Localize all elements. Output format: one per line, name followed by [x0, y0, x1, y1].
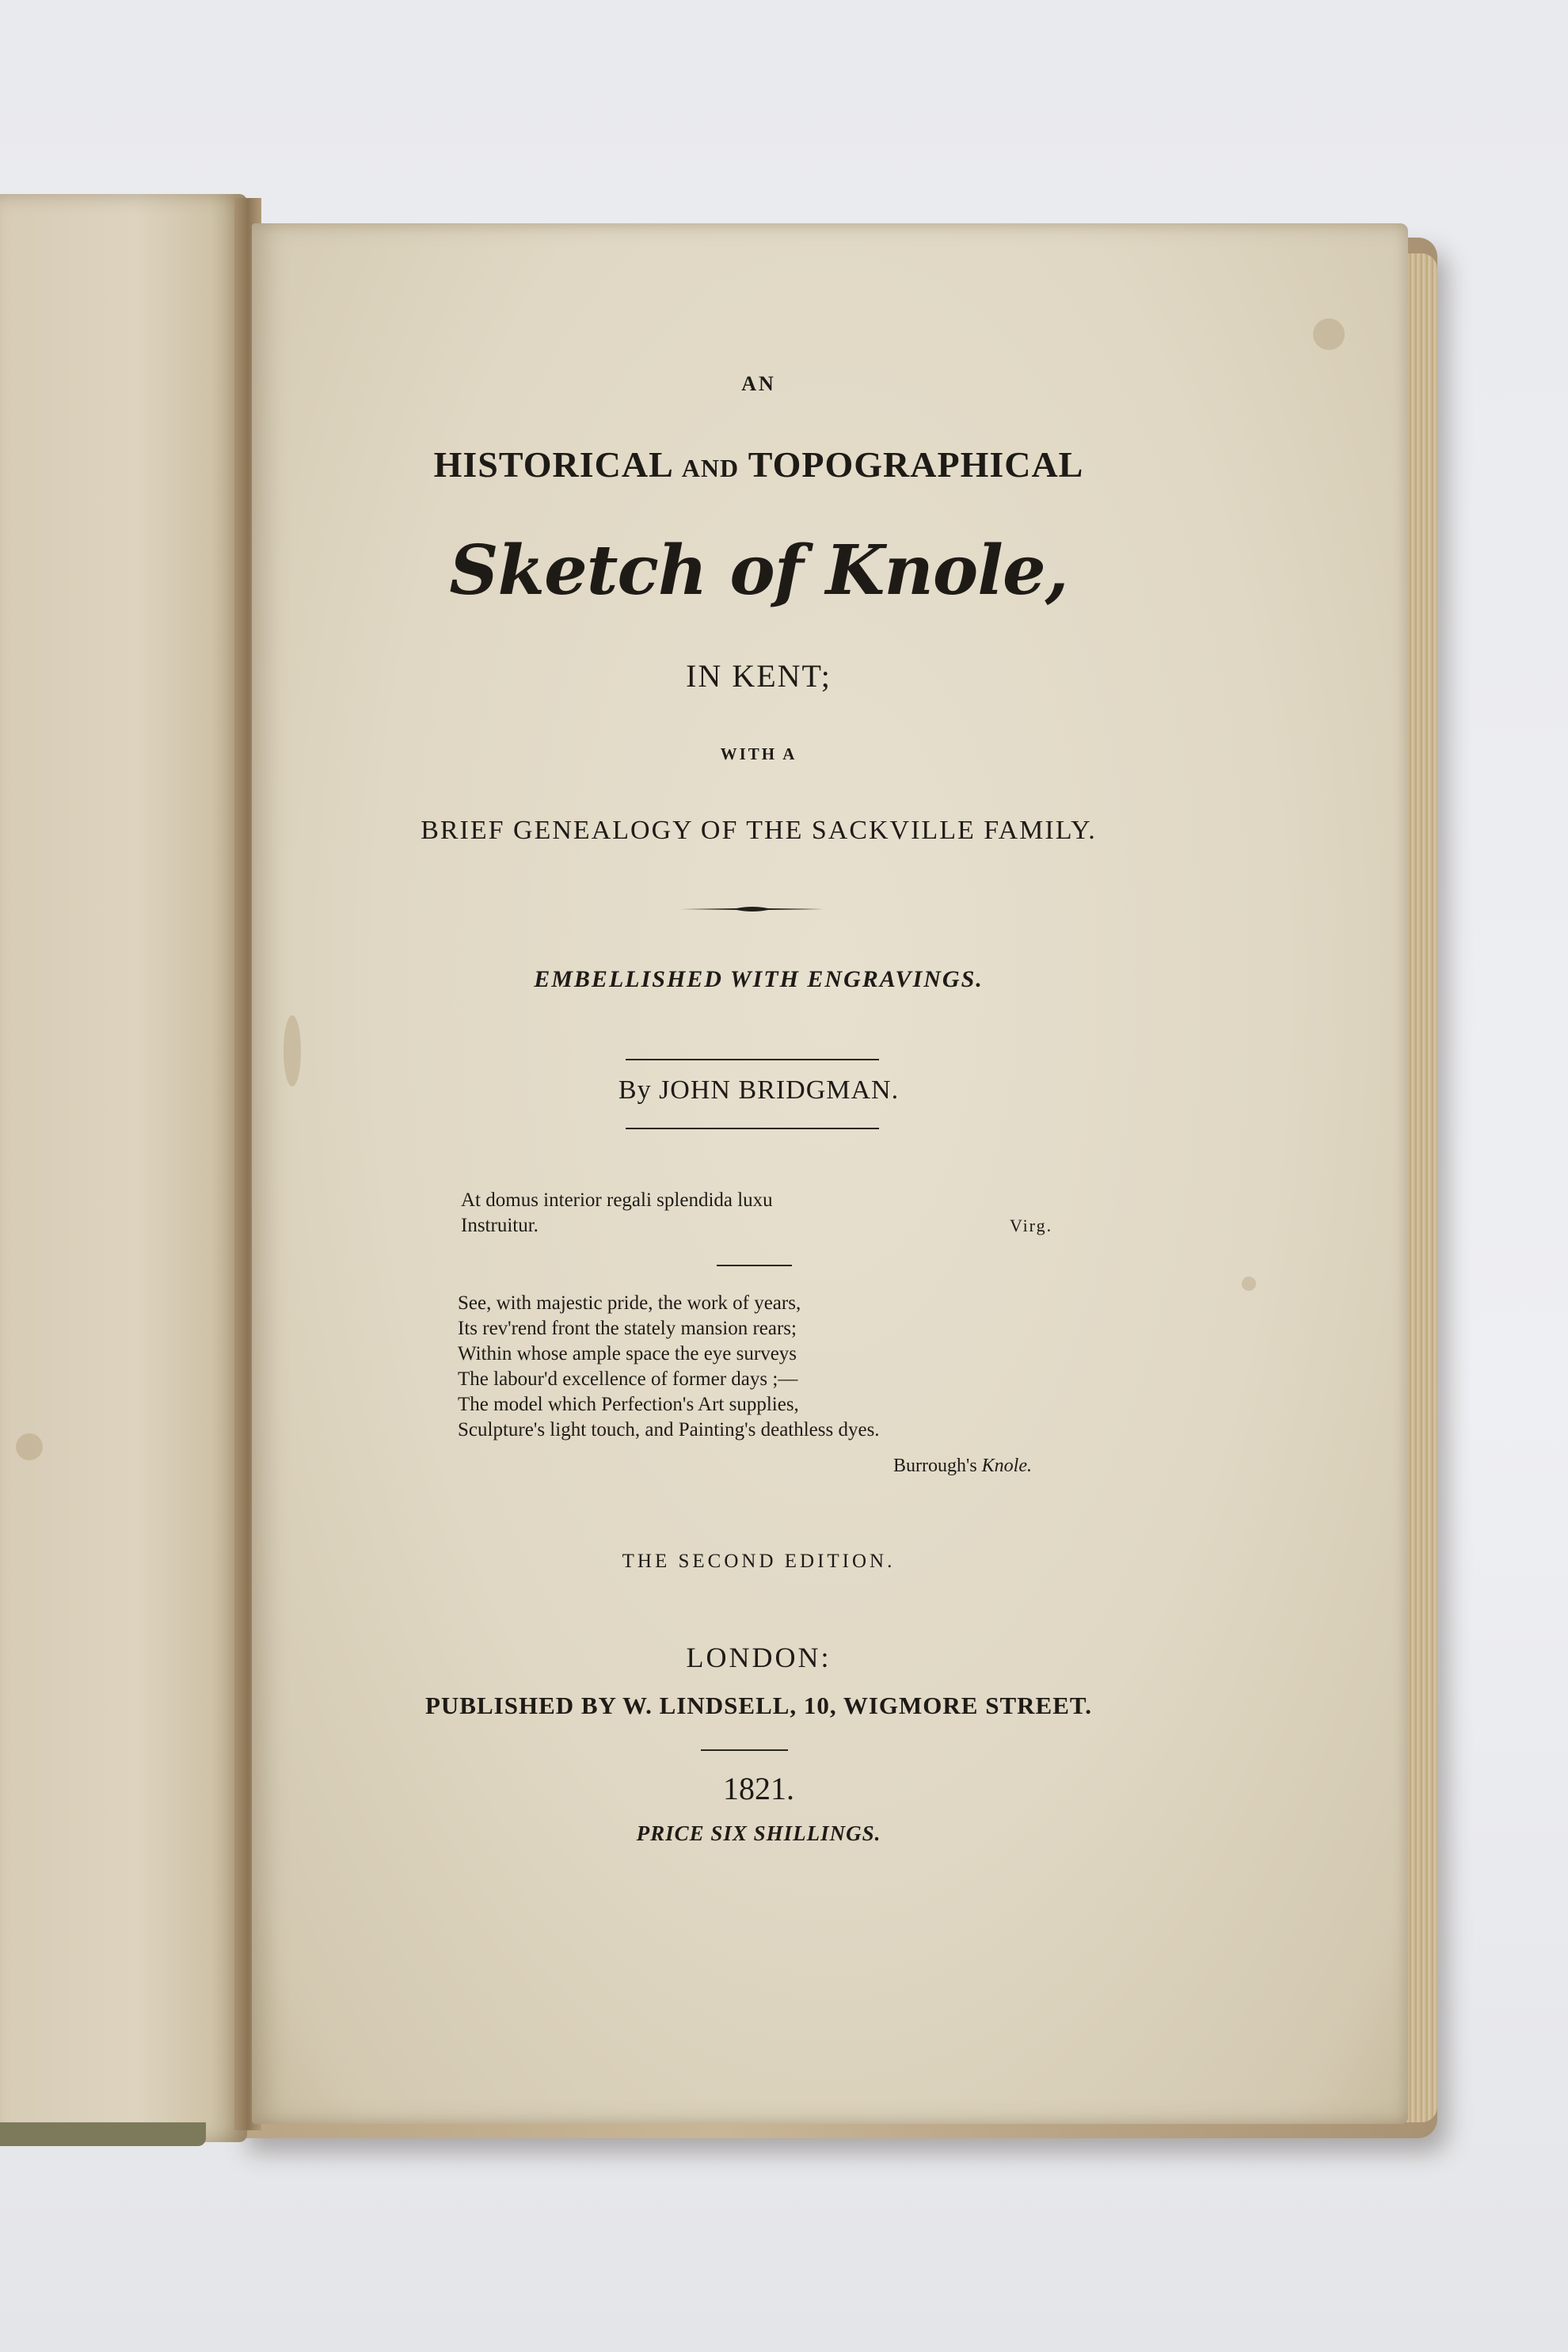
ornamental-rule — [681, 905, 824, 913]
latin-epigraph-line-1: At domus interior regali splendida luxu — [461, 1189, 773, 1211]
poem-line: Its rev'rend front the stately mansion rears; — [458, 1318, 797, 1339]
poem-line: The model which Perfection's Art supplies, — [458, 1394, 799, 1415]
foxing-spot — [1242, 1277, 1256, 1291]
rule-above-year — [701, 1749, 788, 1751]
title-line-historical — [252, 443, 1265, 485]
price-line: PRICE SIX SHILLINGS. — [636, 1821, 881, 1845]
poem-line: See, with majestic pride, the work of years, — [458, 1292, 801, 1314]
by-prefix: By — [618, 1075, 652, 1105]
edition-line: THE SECOND EDITION. — [622, 1551, 896, 1572]
author-line — [252, 1075, 1265, 1106]
title-line-embellished: EMBELLISHED WITH ENGRAVINGS. — [534, 966, 984, 992]
title-main: Sketch of Knole, — [449, 531, 1068, 611]
author-name: JOHN BRIDGMAN. — [659, 1075, 900, 1105]
short-rule — [717, 1265, 792, 1266]
rule-above-author — [626, 1059, 879, 1060]
left-page — [0, 194, 247, 2142]
rule-below-author — [626, 1128, 879, 1129]
title-line-an: AN — [741, 372, 776, 395]
poem-line: Sculpture's light touch, and Painting's deathless dyes. — [458, 1419, 880, 1441]
word-topographical: TOPOGRAPHICAL — [748, 444, 1084, 485]
title-line-kent: IN KENT; — [686, 658, 832, 694]
poem-attribution — [893, 1456, 1032, 1477]
cover-edge — [0, 2122, 206, 2146]
poem-line: The labour'd excellence of former days ;— — [458, 1368, 798, 1390]
poem — [458, 1291, 880, 1443]
title-line-genealogy: BRIEF GENEALOGY OF THE SACKVILLE FAMILY. — [421, 816, 1097, 845]
foxing-spot — [1313, 318, 1345, 350]
imprint-publisher: PUBLISHED BY W. LINDSELL, 10, WIGMORE STREET. — [424, 1692, 1093, 1719]
poem-attribution-work: Knole. — [981, 1456, 1032, 1476]
title-line-with: WITH A — [720, 744, 797, 763]
latin-epigraph-line-2: Instruitur. — [461, 1215, 539, 1236]
foxing-spot — [16, 1433, 43, 1460]
word-historical: HISTORICAL — [433, 444, 672, 485]
imprint-city: LONDON: — [686, 1642, 832, 1673]
latin-epigraph-attribution: Virg. — [1010, 1216, 1053, 1235]
imprint-year: 1821. — [723, 1771, 794, 1806]
poem-attribution-author: Burrough's — [893, 1456, 977, 1476]
word-and: AND — [681, 454, 740, 482]
poem-line: Within whose ample space the eye surveys — [458, 1343, 797, 1364]
